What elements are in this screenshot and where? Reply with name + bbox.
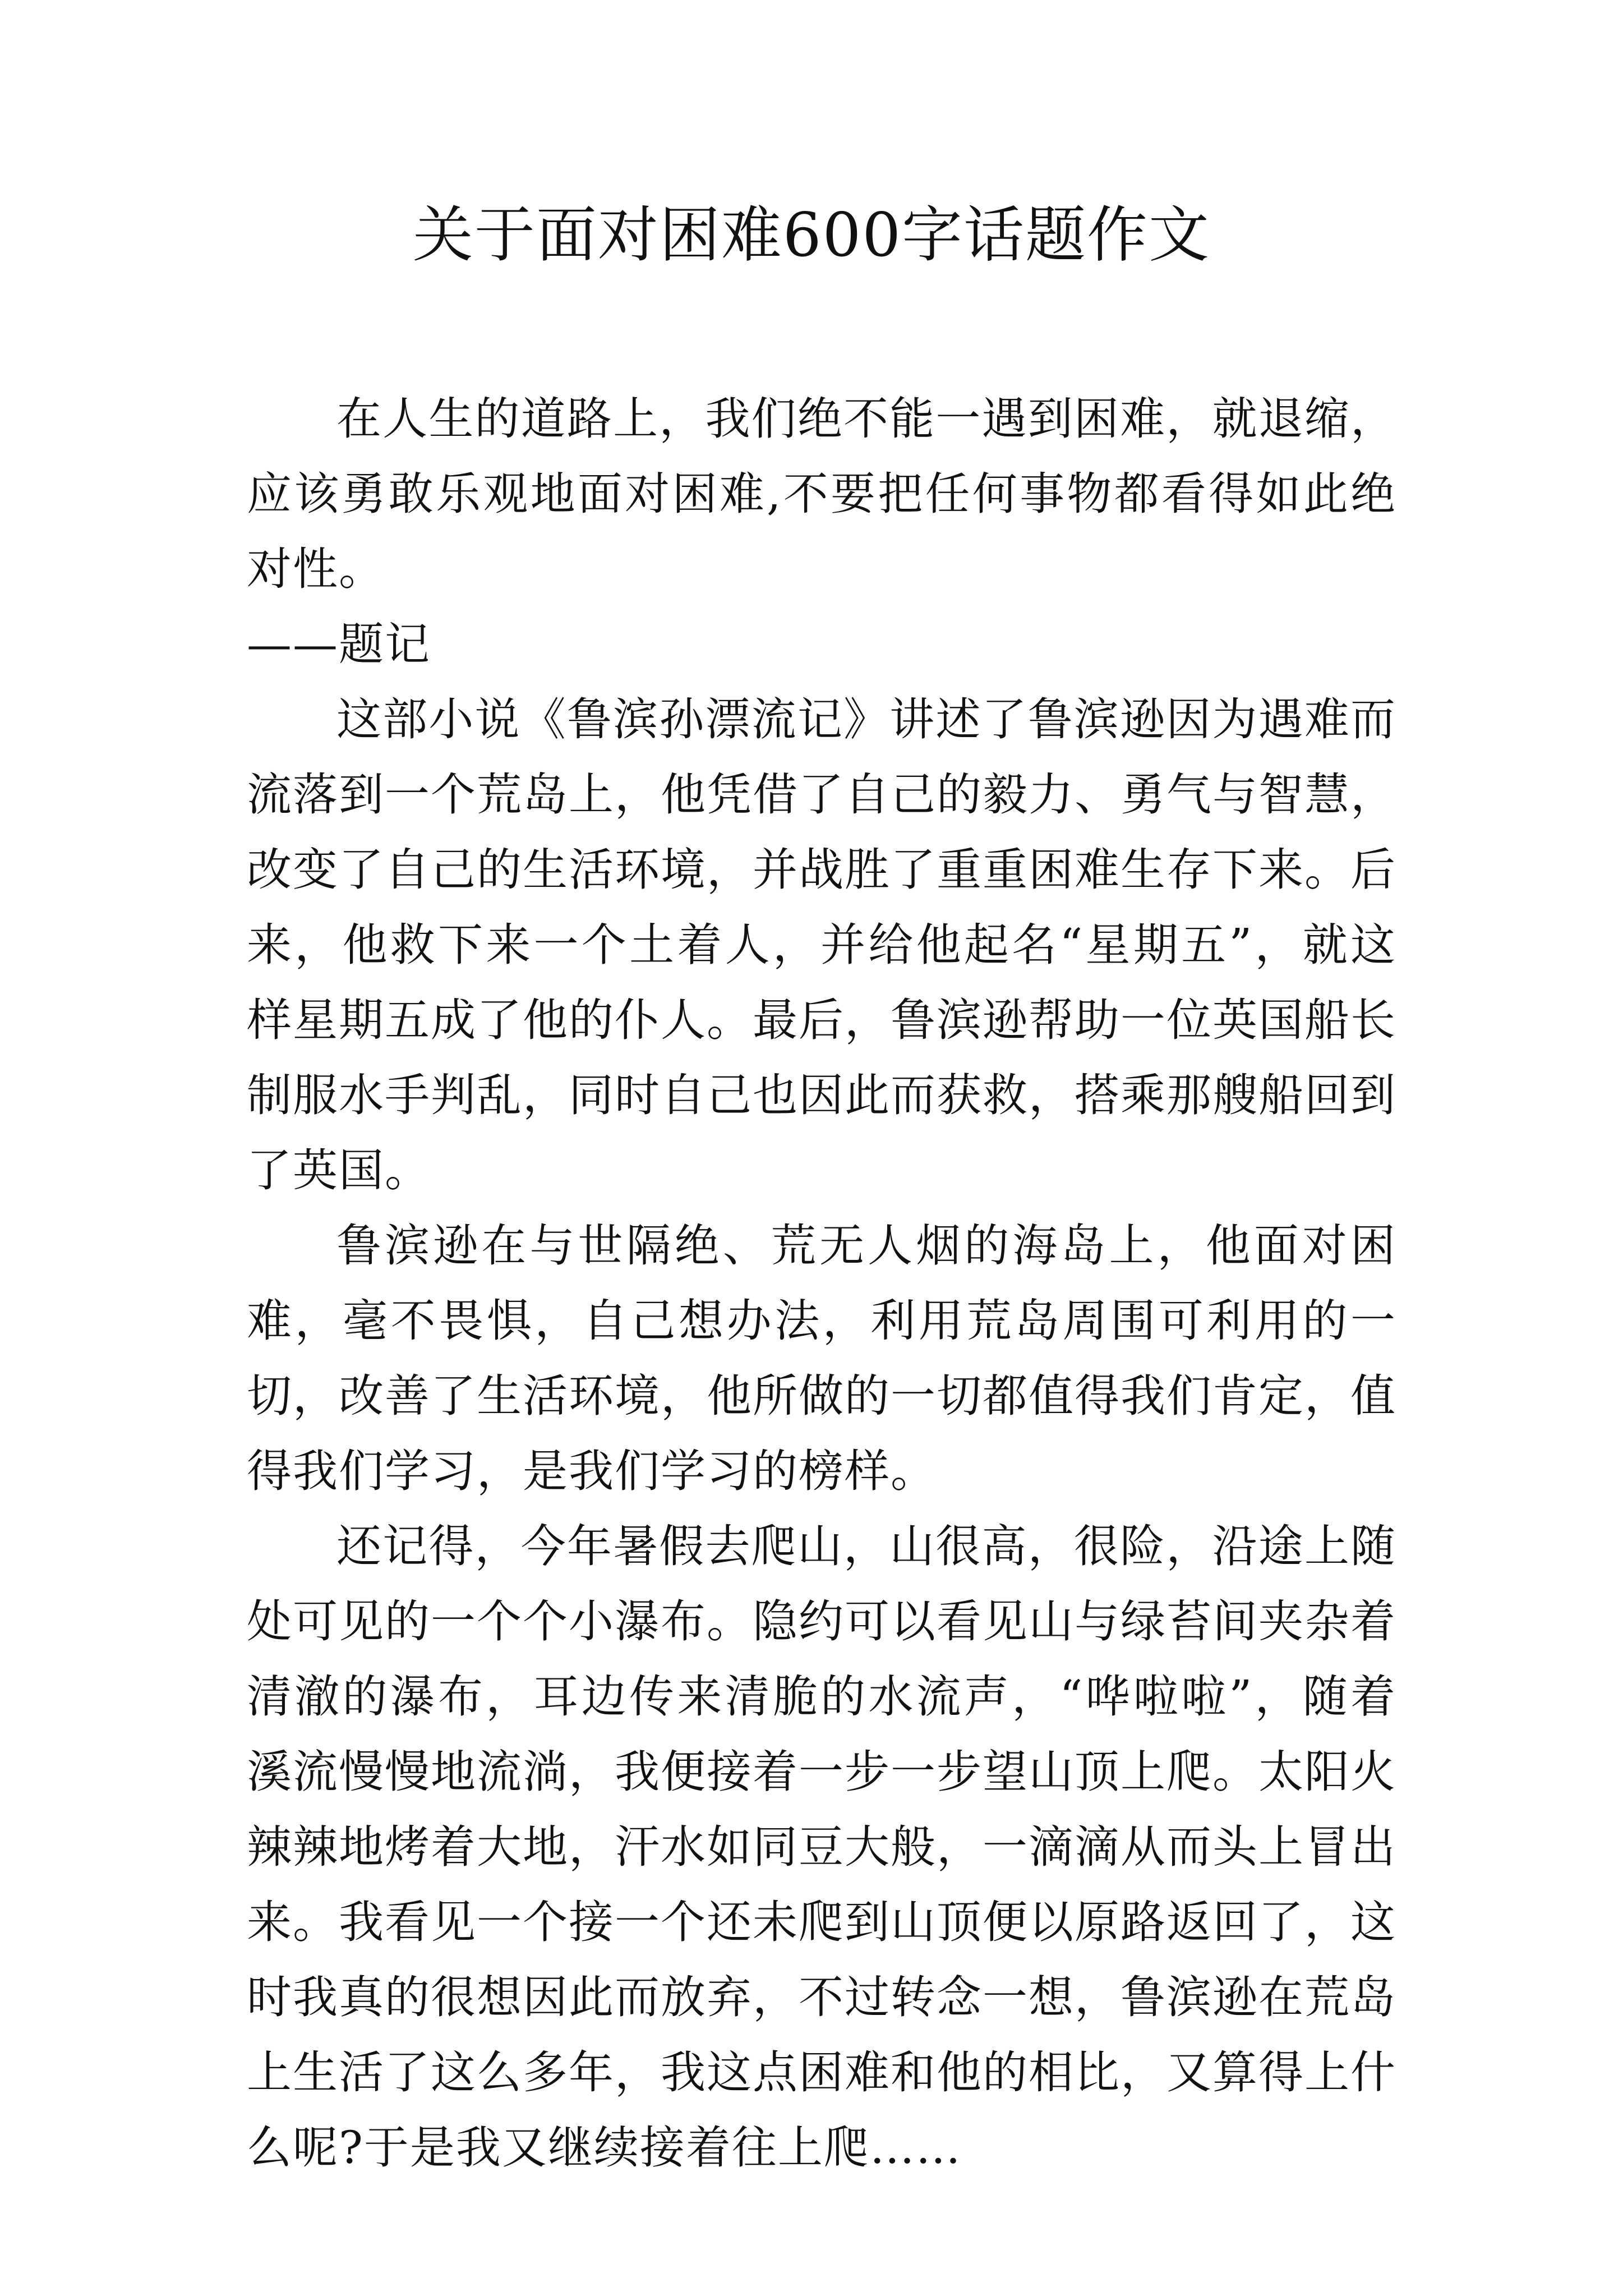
epigraph-paragraph: 在人生的道路上，我们绝不能一遇到困难，就退缩，应该勇敢乐观地面对困难,不要把任何事物都看得如此绝对性。 <box>247 393 1396 595</box>
body-paragraph-2: 鲁滨逊在与世隔绝、荒无人烟的海岛上，他面对困难，毫不畏惧，自己想办法，利用荒岛周围可利用的一切，改善了生活环境，他所做的一切都值得我们肯定，值得我们学习，是我们学习的榜样。 <box>247 1220 1396 1497</box>
epigraph-source: ——题记 <box>247 618 431 670</box>
body-paragraph-3: 还记得，今年暑假去爬山，山很高，很险，沿途上随处可见的一个个小瀑布。隐约可以看见山与绿苔间夹杂着清澈的瀑布，耳边传来清脆的水流声，“哗啦啦”，随着溪流慢慢地流淌，我便接着一步一步望山顶上爬。太阳火辣辣地烤着大地，汗水如同豆大般，一滴滴从而头上冒出来。我看见一个接一个还未爬到山顶便以原路返回了，这时我真的很想因此而放弃，不过转念一想，鲁滨逊在荒岛上生活了这么多年，我这点困难和他的相比，又算得上什么呢?于是我又继续接着往上爬…… <box>247 1520 1396 2174</box>
document-body <box>247 381 1396 2185</box>
document-title: 关于面对困难600字话题作文 <box>412 200 1211 270</box>
body-paragraph-1: 这部小说《鲁滨孙漂流记》讲述了鲁滨逊因为遇难而流落到一个荒岛上，他凭借了自己的毅力、勇气与智慧，改变了自己的生活环境，并战胜了重重困难生存下来。后来，他救下来一个土着人，并给他起名“星期五”，就这样星期五成了他的仆人。最后，鲁滨逊帮助一位英国船长制服水手判乱，同时自己也因此而获救，搭乘那艘船回到了英国。 <box>247 693 1396 1197</box>
